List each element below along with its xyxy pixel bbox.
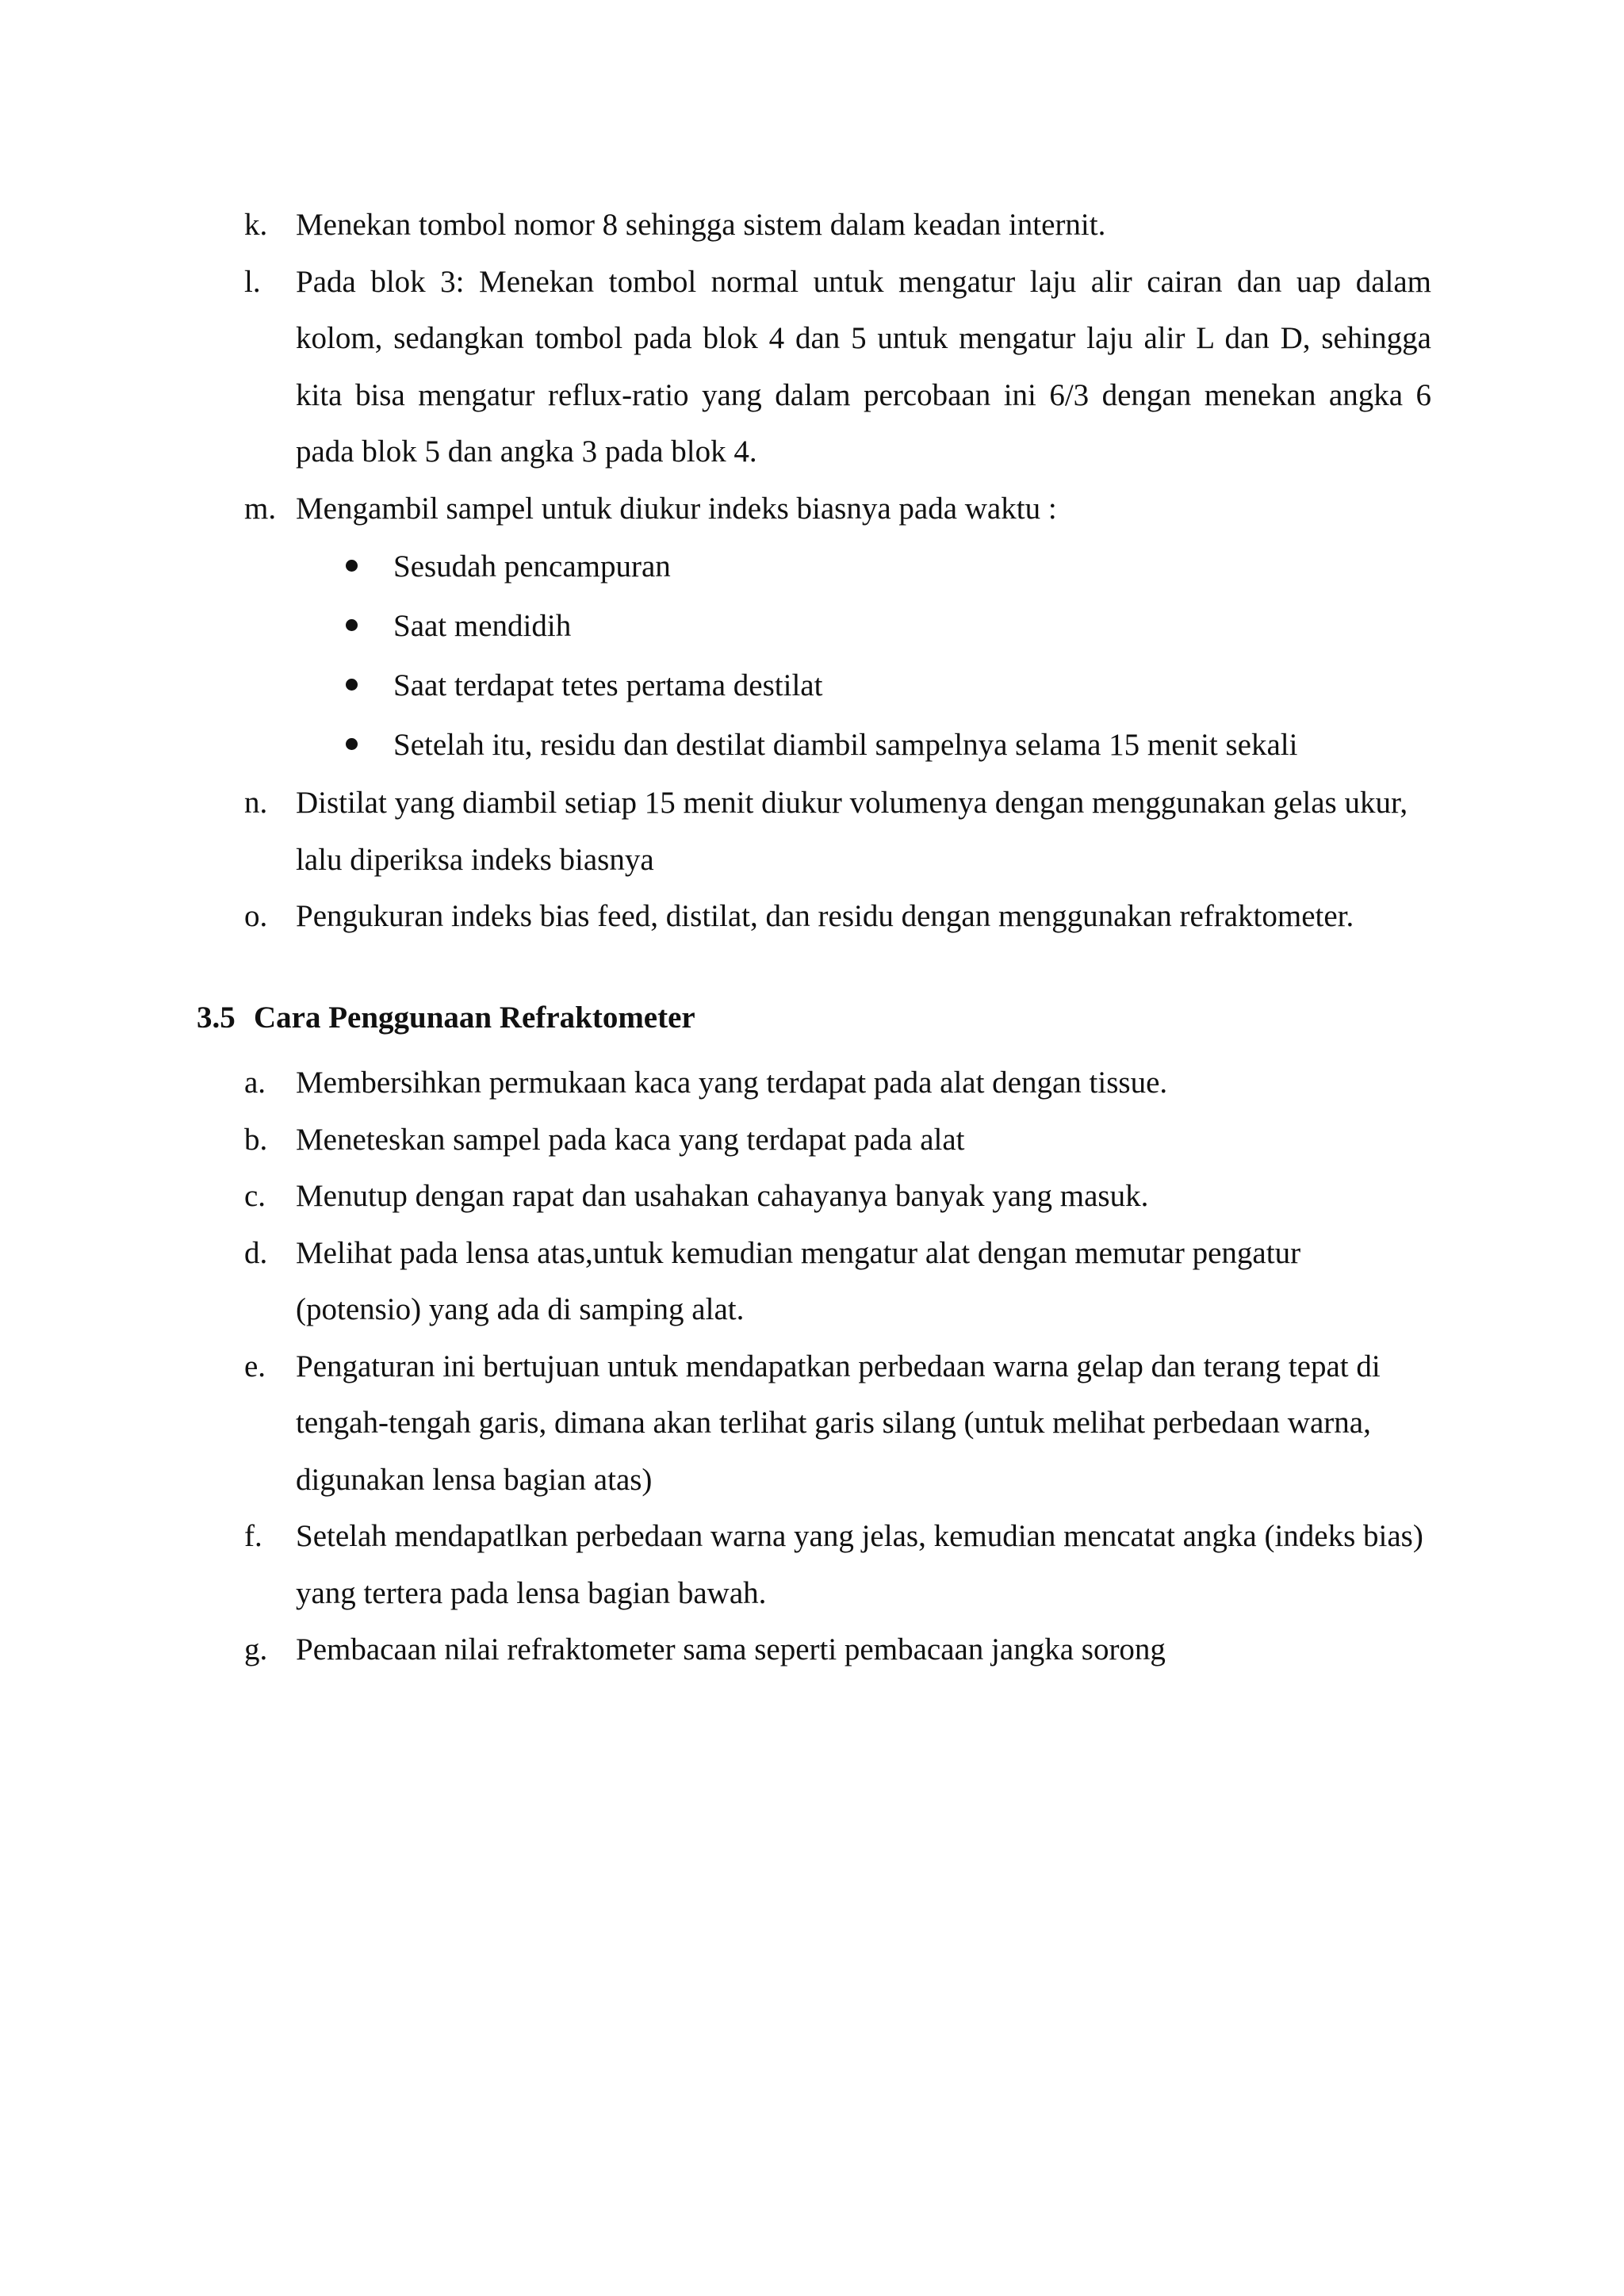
list-marker: a. bbox=[244, 1066, 266, 1100]
bullet-item bbox=[0, 715, 1503, 775]
list-item-text: Pada blok 3: Menekan tombol normal untuk mengatur laju alir cairan dan uap dalam kolom, sedangkan tombol pada blok 4 dan 5 untuk mengatur laju alir L dan D, sehingga kita bisa mengatur reflux-ratio yang dalam percobaan ini 6/3 dengan menekan angka 6 pada blok 5 dan angka 3 pada blok 4. bbox=[296, 264, 1431, 469]
bullet-text: Setelah itu, residu dan destilat diambil sampelnya selama 15 menit sekali bbox=[393, 728, 1298, 762]
list-item-e bbox=[0, 1338, 1431, 1509]
list-marker: m. bbox=[244, 491, 277, 526]
list-marker: c. bbox=[244, 1179, 266, 1213]
list-item-text: Distilat yang diambil setiap 15 menit diukur volumenya dengan menggunakan gelas ukur, lalu diperiksa indeks biasnya bbox=[296, 786, 1408, 877]
bullet-icon bbox=[346, 560, 358, 572]
section-number: 3.5 bbox=[197, 1001, 236, 1035]
list-item-text: Setelah mendapatlkan perbedaan warna yang jelas, kemudian mencatat angka (indeks bias) yang tertera pada lensa bagian bawah. bbox=[296, 1519, 1423, 1610]
list-item-m bbox=[0, 480, 1431, 538]
list-item-text: Mengambil sampel untuk diukur indeks biasnya pada waktu : bbox=[296, 491, 1057, 526]
bullet-list bbox=[0, 537, 1624, 775]
list-item-l bbox=[0, 254, 1431, 480]
bullet-item bbox=[0, 537, 1503, 596]
list-marker: f. bbox=[244, 1519, 262, 1553]
list-item-g bbox=[0, 1621, 1431, 1678]
bullet-text: Saat terdapat tetes pertama destilat bbox=[393, 668, 823, 702]
list-item-d bbox=[0, 1225, 1431, 1338]
list-item-n bbox=[0, 775, 1431, 888]
list-item-f bbox=[0, 1508, 1431, 1621]
bullet-icon bbox=[346, 738, 358, 750]
list-item-text: Pengukuran indeks bias feed, distilat, dan residu dengan menggunakan refraktometer. bbox=[296, 899, 1354, 933]
list-item-text: Meneteskan sampel pada kaca yang terdapat pada alat bbox=[296, 1122, 965, 1157]
list-item-text: Menekan tombol nomor 8 sehingga sistem dalam keadan internit. bbox=[296, 208, 1106, 242]
list-item-a bbox=[0, 1054, 1431, 1112]
section-title: Cara Penggunaan Refraktometer bbox=[254, 1001, 695, 1035]
list-marker: l. bbox=[244, 264, 261, 299]
list-item-b bbox=[0, 1112, 1431, 1169]
refractometer-steps-list bbox=[0, 1054, 1624, 1678]
list-item-text: Membersihkan permukaan kaca yang terdapat pada alat dengan tissue. bbox=[296, 1066, 1168, 1100]
bullet-icon bbox=[346, 619, 358, 631]
list-marker: b. bbox=[244, 1122, 268, 1157]
list-item-o bbox=[0, 888, 1431, 945]
list-item-text: Menutup dengan rapat dan usahakan cahayanya banyak yang masuk. bbox=[296, 1179, 1149, 1213]
list-item-text: Pengaturan ini bertujuan untuk mendapatkan perbedaan warna gelap dan terang tepat di tengah-tengah garis, dimana akan terlihat garis silang (untuk melihat perbedaan warna, digunakan lensa bagian atas) bbox=[296, 1349, 1381, 1497]
list-item-k bbox=[0, 197, 1431, 254]
list-item-text: Pembacaan nilai refraktometer sama seperti pembacaan jangka sorong bbox=[296, 1632, 1166, 1667]
list-marker: g. bbox=[244, 1632, 268, 1667]
list-marker: k. bbox=[244, 208, 268, 242]
list-marker: o. bbox=[244, 899, 268, 933]
list-marker: e. bbox=[244, 1349, 266, 1383]
bullet-item bbox=[0, 656, 1503, 715]
list-marker: d. bbox=[244, 1235, 268, 1270]
bullet-icon bbox=[346, 679, 358, 691]
bullet-text: Saat mendidih bbox=[393, 609, 572, 643]
list-item-c bbox=[0, 1168, 1431, 1225]
section-heading bbox=[197, 994, 695, 1042]
list-item-text: Melihat pada lensa atas,untuk kemudian mengatur alat dengan memutar pengatur (potensio) yang ada di samping alat. bbox=[296, 1235, 1301, 1326]
bullet-text: Sesudah pencampuran bbox=[393, 549, 671, 584]
bullet-item bbox=[0, 596, 1503, 656]
list-marker: n. bbox=[244, 786, 268, 820]
procedure-list bbox=[0, 197, 1624, 945]
